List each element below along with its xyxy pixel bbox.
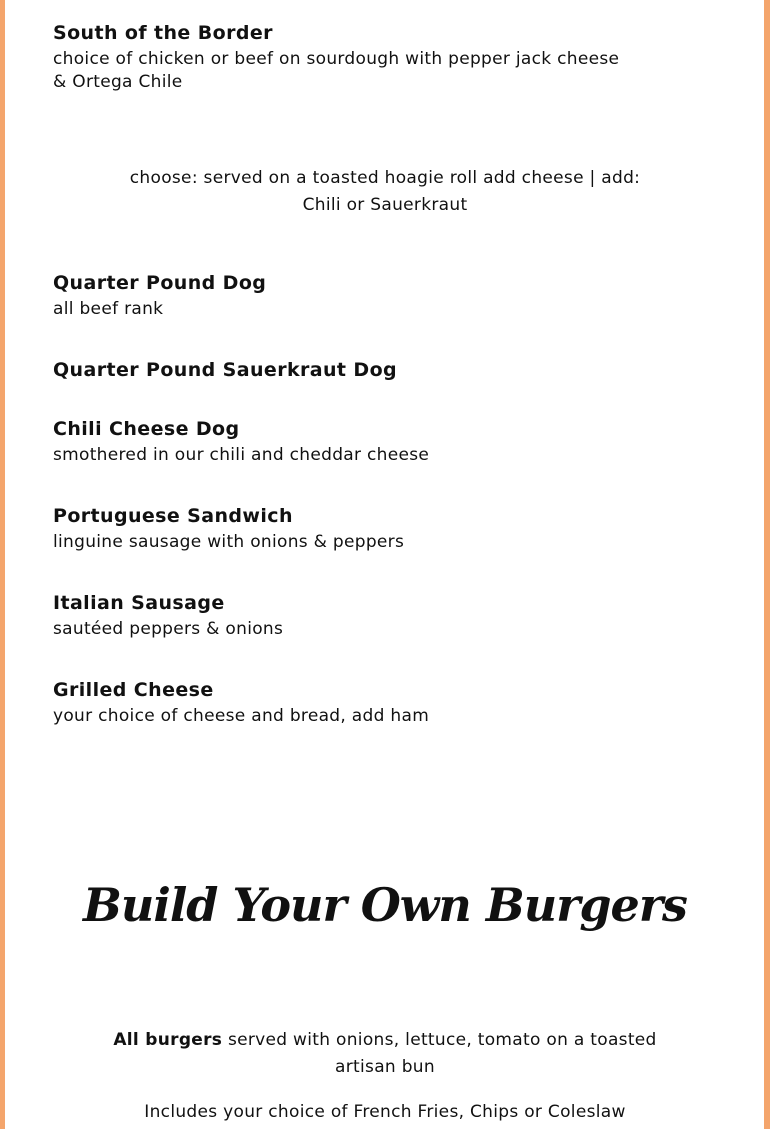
menu-item-description: linguine sausage with onions & peppers bbox=[53, 532, 405, 552]
menu-item-italian-sausage bbox=[53, 590, 673, 641]
burgers-note-text: served with onions, lettuce, tomato on a toasted artisan bun bbox=[222, 1030, 657, 1077]
burgers-note bbox=[100, 1027, 670, 1081]
menu-item-portuguese-sandwich bbox=[53, 503, 673, 554]
menu-item-name: Grilled Cheese bbox=[53, 679, 214, 701]
menu-item-grilled-cheese bbox=[53, 677, 673, 728]
menu-item-name: Portuguese Sandwich bbox=[53, 505, 293, 527]
menu-item-name: Quarter Pound Dog bbox=[53, 272, 267, 294]
menu-item-name: Quarter Pound Sauerkraut Dog bbox=[53, 359, 398, 381]
right-border-stripe bbox=[764, 0, 770, 1129]
menu-item-south-of-the-border bbox=[53, 20, 673, 94]
menu-item-description: all beef rank bbox=[53, 299, 164, 319]
menu-item-description: sautéed peppers & onions bbox=[53, 619, 284, 639]
menu-item-description: smothered in our chili and cheddar cheese bbox=[53, 445, 430, 465]
menu-item-quarter-pound-dog bbox=[53, 270, 673, 321]
burgers-note-bold: All burgers bbox=[113, 1030, 223, 1050]
section-title-burgers: Build Your Own Burgers bbox=[83, 878, 687, 932]
menu-item-chili-cheese-dog bbox=[53, 416, 673, 467]
burgers-includes-note: Includes your choice of French Fries, Chips or Coleslaw bbox=[144, 1102, 626, 1122]
hot-dog-options-note: choose: served on a toasted hoagie roll add cheese | add: Chili or Sauerkraut bbox=[129, 168, 641, 215]
menu-item-description: your choice of cheese and bread, add ham bbox=[53, 706, 430, 726]
left-border-stripe bbox=[0, 0, 5, 1129]
menu-item-name: Italian Sausage bbox=[53, 592, 225, 614]
menu-item-name: South of the Border bbox=[53, 22, 273, 44]
menu-item-description: choice of chicken or beef on sourdough with pepper jack cheese & Ortega Chile bbox=[53, 49, 620, 92]
menu-item-quarter-pound-sauerkraut-dog bbox=[53, 357, 673, 383]
menu-item-name: Chili Cheese Dog bbox=[53, 418, 240, 440]
